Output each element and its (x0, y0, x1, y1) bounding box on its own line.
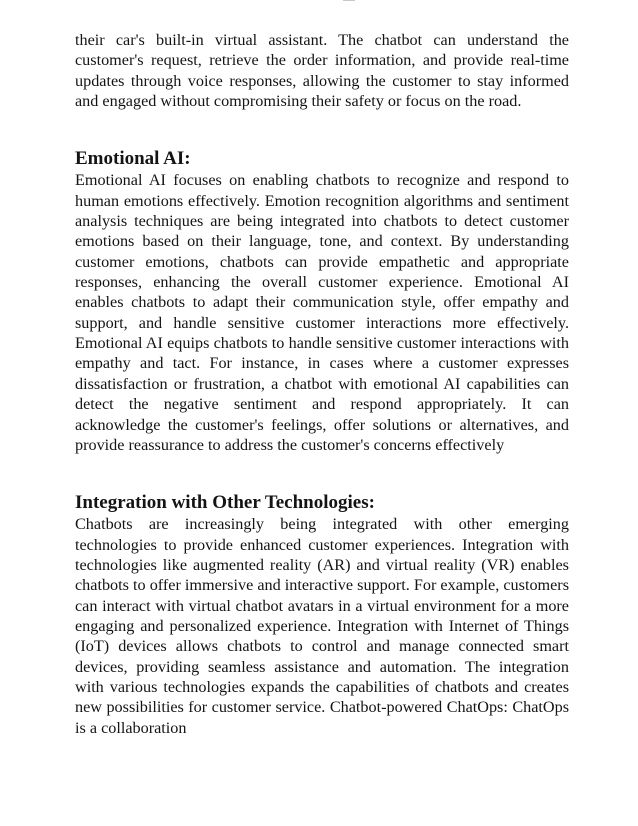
section-body-integration: Chatbots are increasingly being integrated with other emerging technologies to provide enhanced customer experiences. Integration with technologies like augmented reality (AR) and virtual reality (VR) enables chatbots to offer immersive and interactive support. For example, customers can interact with virtual chatbot avatars in a virtual environment for a more engaging and personalized experience. Integration with Internet of Things (IoT) devices allows chatbots to control and manage connected smart devices, providing seamless assistance and automation. The integration with various technologies expands the capabilities of chatbots and creates new possibilities for customer service. Chatbot-powered ChatOps: ChatOps is a collaboration (75, 515, 569, 737)
section-heading-integration: Integration with Other Technologies: (75, 492, 375, 514)
page-top-divider (343, 0, 355, 1)
intro-paragraph: their car's built-in virtual assistant. The chatbot can understand the customer's request, retrieve the order information, and provide real-time updates through voice responses, allowing the customer to stay informed and engaged without compromising their safety or focus on the road. (75, 31, 569, 111)
section-heading-emotional-ai: Emotional AI: (75, 148, 191, 170)
section-body-emotional-ai: Emotional AI focuses on enabling chatbots to recognize and respond to human emotions effectively. Emotion recognition algorithms and sentiment analysis techniques are being integrated into chatbots to detect customer emotions based on their language, tone, and context. By understanding customer emotions, chatbots can provide empathetic and appropriate responses, enhancing the overall customer experience. Emotional AI enables chatbots to adapt their communication style, offer empathy and support, and handle sensitive customer interactions more effectively. Emotional AI equips chatbots to handle sensitive customer interactions with empathy and tact. For instance, in cases where a customer expresses dissatisfaction or frustration, a chatbot with emotional AI capabilities can detect the negative sentiment and respond appropriately. It can acknowledge the customer's feelings, offer solutions or alternatives, and provide reassurance to address the customer's concerns effectively (75, 171, 569, 454)
document-content (75, 30, 569, 738)
